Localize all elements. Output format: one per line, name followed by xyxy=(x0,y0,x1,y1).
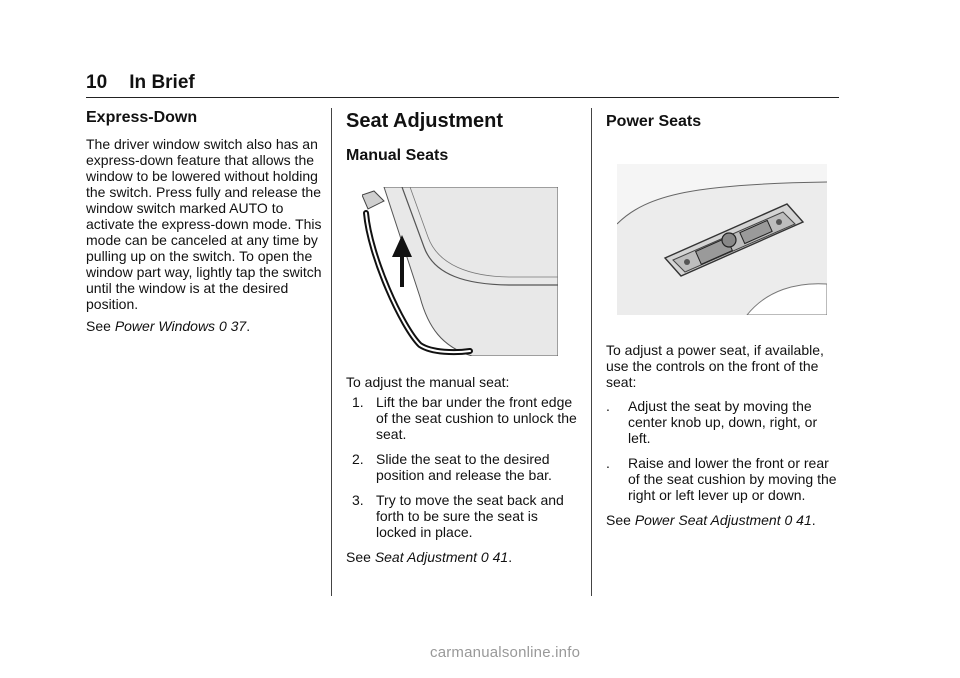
bullet-mark: . xyxy=(606,455,610,471)
xref-period: . xyxy=(811,512,816,528)
xref-period: . xyxy=(508,549,513,565)
cross-reference xyxy=(346,549,582,565)
chapter-title: In Brief xyxy=(129,72,195,93)
manual-seats-text xyxy=(346,374,582,565)
xref-link[interactable]: Power Seat Adjustment xyxy=(634,512,781,528)
xref-page[interactable]: 37 xyxy=(230,318,247,334)
see-label: See xyxy=(346,549,371,565)
xref-arrow-glyph: 0 xyxy=(784,512,793,528)
bullet-mark: . xyxy=(606,398,610,414)
power-seats-bullets xyxy=(606,398,842,503)
power-seats-intro: To adjust a power seat, if available, use the controls on the front of the seat: xyxy=(606,342,824,390)
bullet-text: Raise and lower the front or rear of the seat cushion by moving the right or left lever up or down. xyxy=(628,455,837,503)
step-item xyxy=(346,394,582,442)
step-text: Lift the bar under the front edge of the seat cushion to unlock the seat. xyxy=(376,394,577,442)
section-title: Seat Adjustment xyxy=(346,110,504,132)
bullet-item xyxy=(606,455,842,503)
see-label: See xyxy=(606,512,631,528)
step-number: 3. xyxy=(352,492,364,508)
xref-link[interactable]: Power Windows xyxy=(114,318,216,334)
bullet-item xyxy=(606,398,842,446)
xref-period: . xyxy=(246,318,251,334)
manual-seat-illustration xyxy=(362,187,558,356)
manual-seats-steps xyxy=(346,394,582,540)
cross-reference xyxy=(606,512,842,528)
step-number: 2. xyxy=(352,451,364,467)
middle-column xyxy=(346,108,582,166)
xref-page[interactable]: 41 xyxy=(796,512,812,528)
site-watermark: carmanualsonline.info xyxy=(430,644,581,661)
right-column xyxy=(606,108,842,132)
xref-arrow-glyph: 0 xyxy=(218,318,227,334)
left-column xyxy=(86,108,322,334)
header-rule xyxy=(86,97,839,98)
bullet-text: Adjust the seat by moving the center knob up, down, right, or left. xyxy=(628,398,818,446)
power-seat-illustration xyxy=(617,164,827,315)
power-seats-heading: Power Seats xyxy=(606,113,702,130)
step-text: Slide the seat to the desired position and release the bar. xyxy=(376,451,552,483)
express-down-heading: Express-Down xyxy=(86,109,198,126)
step-number: 1. xyxy=(352,394,364,410)
manual-seats-heading: Manual Seats xyxy=(346,147,449,164)
page-number: 10 xyxy=(86,72,108,93)
step-item xyxy=(346,451,582,483)
xref-link[interactable]: Seat Adjustment xyxy=(374,549,478,565)
column-divider-left xyxy=(331,108,332,596)
cross-reference xyxy=(86,318,322,334)
see-label: See xyxy=(86,318,111,334)
xref-arrow-glyph: 0 xyxy=(480,549,489,565)
page-header xyxy=(86,72,195,94)
column-divider-right xyxy=(591,108,592,596)
xref-page[interactable]: 41 xyxy=(492,549,509,565)
step-item xyxy=(346,492,582,540)
manual-seats-intro: To adjust the manual seat: xyxy=(346,374,510,390)
step-text: Try to move the seat back and forth to be sure the seat is locked in place. xyxy=(376,492,564,540)
express-down-body: The driver window switch also has an express-down feature that allows the window to be lowered without holding the switch. Press fully and release the window switch marked AUTO to activate the express-down mode. This mode can be canceled at any time by pulling up on the switch. To open the window part way, lightly tap the switch until the window is at the desired position. xyxy=(86,136,322,312)
power-seats-text xyxy=(606,342,842,528)
